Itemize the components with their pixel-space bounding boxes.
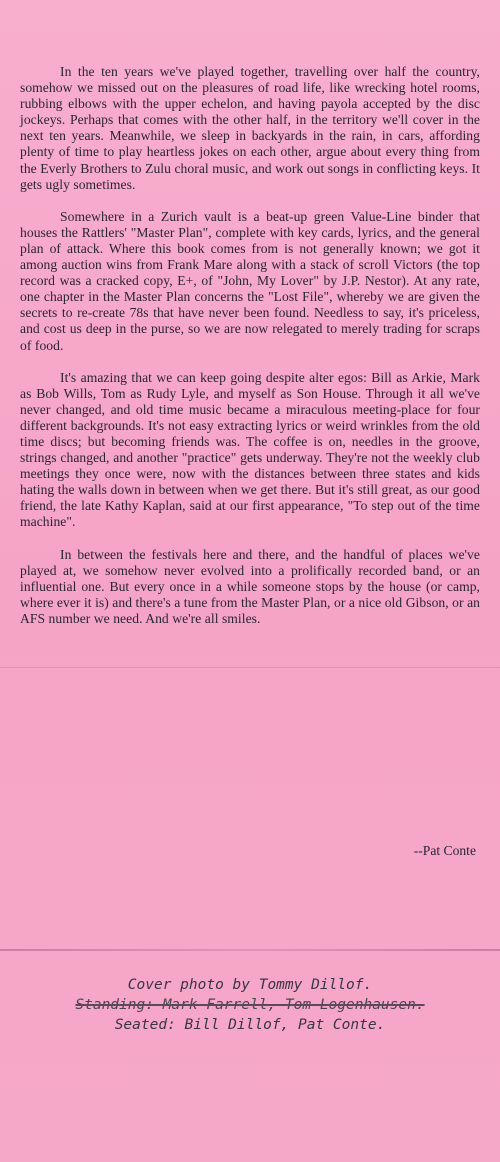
cover-photo-credit: Cover photo by Tommy Dillof. — [127, 977, 373, 993]
photo-credits — [0, 975, 500, 1035]
essay-paragraph-1: In the ten years we've played together, travelling over half the country, somehow we missed out on the pleasures of road life, like wrecking hotel rooms, rubbing elbows with the upper echelon, and having payola accepted by the disc jockeys. Perhaps that comes with the other half, in the territory we'll cover in the next ten years. Meanwhile, we sleep in backyards in the rain, in cars, affording plenty of time to play heartless jokes on each other, argue about every thing from the Everly Brothers to Zulu choral music, and work out songs in conflicting keys. It gets ugly sometimes. — [20, 64, 480, 192]
standing-credit: Standing: Mark Farrell, Tom Logenhausen. — [75, 997, 425, 1013]
paper-fold-line — [0, 949, 500, 951]
seated-credit: Seated: Bill Dillof, Pat Conte. — [114, 1017, 386, 1033]
essay-paragraph-4: In between the festivals here and there, and the handful of places we've played at, we somehow never evolved into a prolifically recorded band, or an influential one. But every once in a while someone stops by the house (or camp, where ever it is) and there's a tune from the Master Plan, or a nice old Gibson, or an AFS number we need. And we're all smiles. — [20, 546, 480, 626]
paper-crease-mid — [0, 667, 500, 668]
essay-paragraph-2: Somewhere in a Zurich vault is a beat-up green Value-Line binder that houses the Rattlers' "Master Plan", complete with key cards, lyrics, and the general plan of attack. Where this book comes from is not generally known; we got it among auction wins from Frank Mare along with a stack of scroll Victors (the top record was a cracked copy, E+, of "John, My Lover" by J.P. Nestor). At any rate, one chapter in the Master Plan concerns the "Lost File", whereby we are given the secrets to re-create 78s that have never been found. Needless to say, it's priceless, and cost us deep in the purse, so we are now relegated to merely trading for scraps of food. — [20, 208, 480, 353]
liner-notes-essay — [20, 64, 480, 643]
essay-paragraph-3: It's amazing that we can keep going despite alter egos: Bill as Arkie, Mark as Bob Wills, Tom as Rudy Lyle, and myself as Son House. Through it all we've never changed, and old time music became a miraculous meeting-place for four different backgrounds. It's not easy extracting lyrics or weird wrinkles from the old time discs; but becoming friends was. The coffee is on, needles in the groove, strings changed, and another "practice" gets underway. They're not the weekly club meetings they once were, now with the distances between three states and kids hating the walls down in between when we get there. But it's still great, as our good friend, the late Kathy Kaplan, said at our first appearance, "To step out of the time machine". — [20, 369, 480, 530]
author-signature: --Pat Conte — [413, 843, 476, 858]
